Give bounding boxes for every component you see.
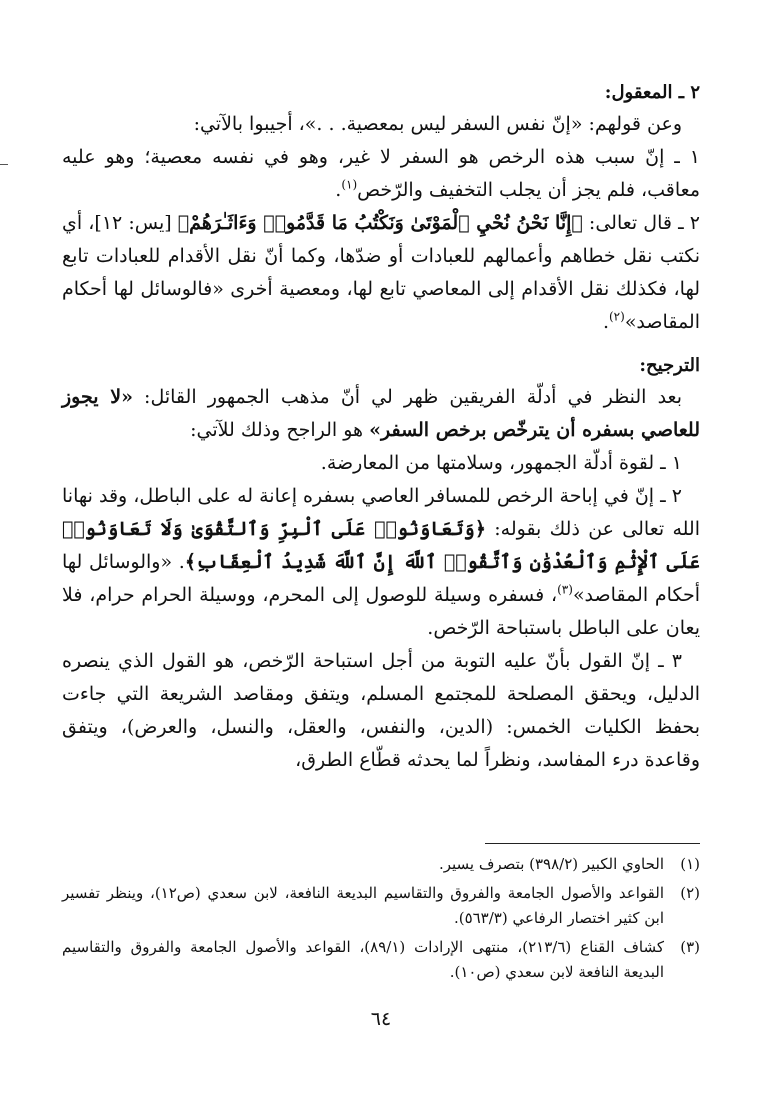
- quran-verse-maidah: ﴿وَتَعَاوَنُوا۟ عَلَى ٱلْبِرِّ وَٱلتَّقْوَىٰ وَلَا تَعَاوَنُوا۟ عَلَى ٱلْإِثْمِ وَٱلْعُدْوَٰنِ وَٱتَّقُوا۟ ٱللَّهَ إِنَّ ٱللَّهَ شَدِيدُ ٱلْعِقَابِ﴾: [62, 518, 700, 573]
- footnote-item: [62, 935, 700, 985]
- reason-2-end: ، فسفره وسيلة للوصول إلى المحرم، ووسيلة الحرام حرام، فلا يعان على الباطل باستباحة الرّخص.: [62, 584, 700, 639]
- section-heading: [62, 78, 700, 108]
- footnote-ref-2: (٢): [608, 309, 625, 324]
- margin-mark: [0, 164, 8, 165]
- tarjih-heading: الترجيح:: [639, 355, 700, 376]
- quran-verse-yasin: ﴿إِنَّا نَحْنُ نُحْيِ ٱلْمَوْتَىٰ وَنَكْتُبُ مَا قَدَّمُوا۟ وَءَاثَـٰرَهُمْ﴾: [177, 212, 583, 234]
- footnote-number: (٢): [680, 884, 700, 902]
- footnote-ref-1: (١): [341, 177, 358, 192]
- section-heading-title: المعقول:: [604, 82, 673, 103]
- reason-2-text: ٢ ـ إنّ في إباحة الرخص للمسافر العاصي بسفره إعانة له على الباطل، وقد نهانا الله تعالى عن ذلك بقوله:: [62, 485, 700, 540]
- footnotes: [62, 852, 700, 989]
- tarjih-intro: [62, 381, 700, 447]
- reason-2: [62, 480, 700, 645]
- reply-1: [62, 141, 700, 207]
- footnote-ref-3: (٣): [557, 582, 573, 597]
- footnote-number: (٣): [680, 938, 700, 956]
- main-text: [62, 78, 700, 777]
- reply-1-end: .: [335, 179, 342, 201]
- reason-1: ١ ـ لقوة أدلّة الجمهور، وسلامتها من المعارضة.: [320, 452, 682, 474]
- tarjih-intro-text: بعد النظر في أدلّة الفريقين ظهر لي أنّ مذهب الجمهور القائل:: [132, 386, 682, 408]
- reply-2-end: .: [602, 311, 609, 333]
- reply-2-text: ٢ ـ قال تعالى:: [582, 212, 700, 234]
- reply-2: [62, 207, 700, 339]
- tarjih-quote: «لا يجوز للعاصي بسفره أن يترخّص برخص السفر»: [62, 386, 700, 441]
- footnote-text: القواعد والأصول الجامعة والفروق والتقاسيم البديعة النافعة، لابن سعدي (ص١٢)، وينظر تفسير ابن كثير اختصار الرفاعي (٥٦٣/٣).: [62, 884, 665, 927]
- tarjih-intro-end: هو الراجح وذلك للآتي:: [190, 419, 370, 441]
- footnote-divider: [485, 843, 700, 844]
- page-number: ٦٤: [370, 1008, 392, 1030]
- intro-paragraph: وعن قولهم: «إنّ نفس السفر ليس بمعصية. . .»، أجيبوا بالآتي:: [193, 113, 682, 135]
- reason-2-quote: . «والوسائل لها أحكام المقاصد»: [62, 551, 700, 606]
- footnote-item: [62, 881, 700, 931]
- section-gap: [62, 339, 700, 351]
- footnote-number: (١): [680, 855, 700, 873]
- reason-3: ٣ ـ إنّ القول بأنّ عليه التوبة من أجل استباحة الرّخص، هو القول الذي ينصره الدليل، ويحقق المصلحة للمجتمع المسلم، ويتفق ومقاصد الشريعة التي جاءت بحفظ الكليات الخمس: (الدين، والنفس، والعقل، والنسل، والعرض)، ويتفق وقاعدة درء المفاسد، ونظراً لما يحدثه قطّاع الطرق،: [62, 650, 700, 771]
- reply-1-text: ١ ـ إنّ سبب هذه الرخص هو السفر لا غير، وهو في نفسه معصية؛ وهو عليه معاقب، فلم يجز أن يجلب التخفيف والرّخص: [62, 146, 700, 201]
- footnote-text: كشاف القناع (٢١٣/٦)، منتهى الإرادات (٨٩/١)، القواعد والأصول الجامعة والفروق والتقاسيم البديعة النافعة لابن سعدي (ص١٠).: [62, 938, 664, 981]
- footnote-text: الحاوي الكبير (٣٩٨/٢) بتصرف يسير.: [438, 855, 664, 873]
- section-heading-number: ٢ ـ: [678, 82, 700, 103]
- footnote-item: [62, 852, 700, 877]
- reply-2-explanation: [يس: ١٢]، أي نكتب نقل خطاهم وأعمالهم للعبادات أو ضدّها، وكما أنّ نقل الأقدام للعبادات تابع لها، فكذلك نقل الأقدام إلى المعاصي تابع لها، ومعصية أخرى «فالوسائل لها أحكام المقاصد»: [62, 212, 700, 333]
